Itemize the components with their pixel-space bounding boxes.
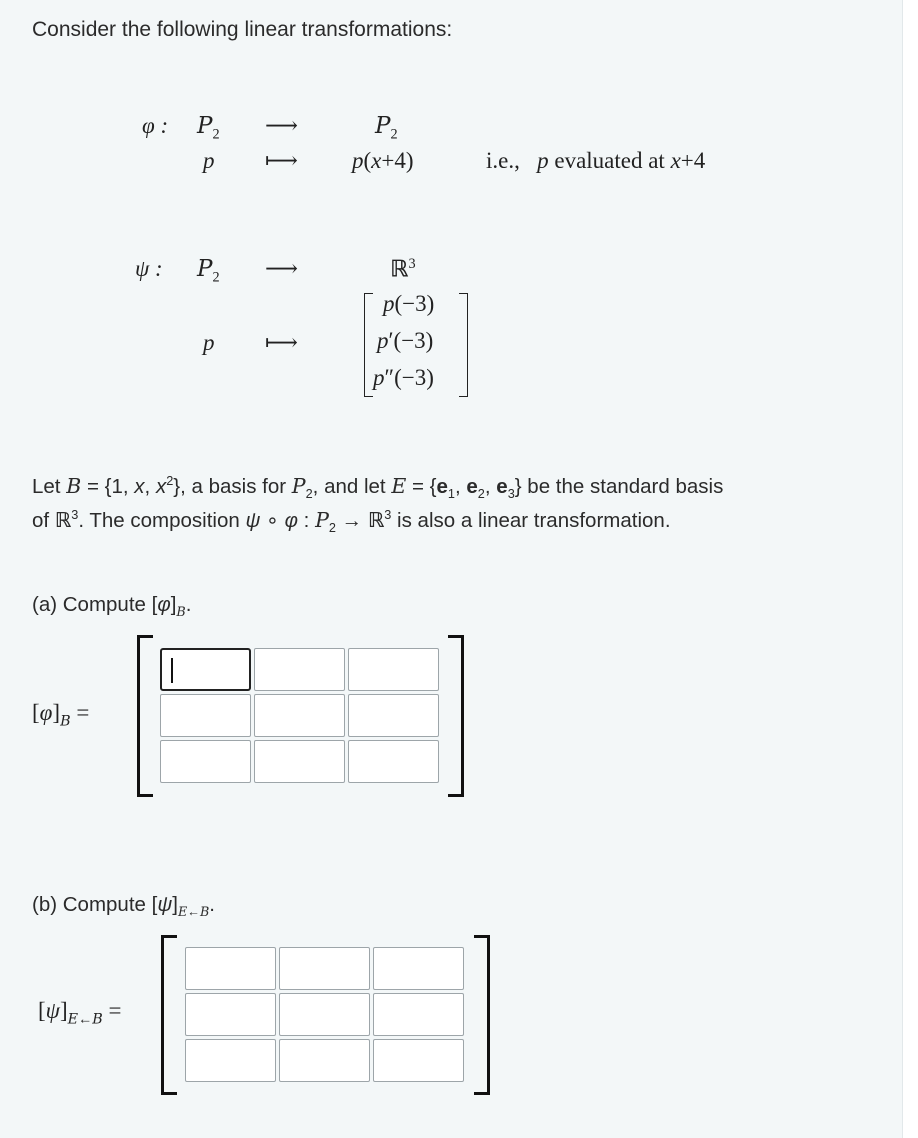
maps-to-arrow: ⟶ xyxy=(265,256,298,281)
phi-label: φ : xyxy=(142,113,169,138)
phi-output: p(x+4) xyxy=(352,148,414,173)
text-caret xyxy=(171,658,173,683)
matrix-b-cell-3-3[interactable] xyxy=(373,1039,464,1082)
intro-text: Consider the following linear transformations: xyxy=(32,18,453,41)
mapsto-arrow: ⟼ xyxy=(265,330,298,355)
basis-paragraph-line-2: of ℝ$^3$. The composition ψ ∘ φ : $P_2$ → ℝ$^3$ is also a linear transformation. xyxy=(32,507,671,535)
matrix-b-right-bracket xyxy=(474,935,490,1095)
matrix-b-cell-2-3[interactable] xyxy=(373,993,464,1036)
maps-to-arrow: ⟶ xyxy=(265,113,298,138)
matrix-a-left-bracket xyxy=(137,635,153,797)
basis-paragraph-line-1: Let B = {1, x, $x^2$}, a basis for $P_2$, and let $E = \{e_1$, $e_2$, $e_3$} be the standard basis xyxy=(32,473,724,501)
matrix-a-cell-1-3[interactable] xyxy=(348,648,439,691)
part-a-prompt: (a) Compute $[\varphi]_B$. xyxy=(32,593,192,620)
matrix-a-cell-3-2[interactable] xyxy=(254,740,345,783)
matrix-a-cell-1-1[interactable] xyxy=(160,648,251,691)
matrix-b-cell-3-1[interactable] xyxy=(185,1039,276,1082)
phi-input: p xyxy=(203,148,215,173)
vector-entry-2: p′(−3) xyxy=(377,328,434,353)
matrix-a-cell-2-2[interactable] xyxy=(254,694,345,737)
phi-note: i.e., p evaluated at x+4 xyxy=(486,148,706,173)
matrix-a-cell-1-2[interactable] xyxy=(254,648,345,691)
matrix-a-cell-2-3[interactable] xyxy=(348,694,439,737)
part-a-matrix-label: $[\varphi]_B$ = xyxy=(32,700,90,730)
psi-domain: $P_2$ xyxy=(197,256,220,286)
phi-codomain: $P_2$ xyxy=(375,113,398,143)
psi-input: p xyxy=(203,330,215,355)
matrix-b-cell-1-2[interactable] xyxy=(279,947,370,990)
matrix-b-cell-2-1[interactable] xyxy=(185,993,276,1036)
matrix-a-cell-2-1[interactable] xyxy=(160,694,251,737)
matrix-a-right-bracket xyxy=(448,635,464,797)
phi-domain: $P_2$ xyxy=(197,113,220,143)
mapsto-arrow: ⟼ xyxy=(265,148,298,173)
matrix-b-left-bracket xyxy=(161,935,177,1095)
vector-right-bracket xyxy=(459,293,468,397)
matrix-b-cell-1-1[interactable] xyxy=(185,947,276,990)
part-b-prompt: (b) Compute $[\psi]_{E\leftarrow B}$. xyxy=(32,893,215,920)
matrix-b-cell-2-2[interactable] xyxy=(279,993,370,1036)
matrix-a-cell-3-3[interactable] xyxy=(348,740,439,783)
vector-left-bracket xyxy=(364,293,373,397)
vector-entry-3: p″(−3) xyxy=(373,365,434,390)
psi-codomain: ℝ$^3$ xyxy=(390,256,416,283)
matrix-b-cell-1-3[interactable] xyxy=(373,947,464,990)
matrix-b-cell-3-2[interactable] xyxy=(279,1039,370,1082)
matrix-a-cell-3-1[interactable] xyxy=(160,740,251,783)
part-b-matrix-label: $[\psi]_{E\leftarrow B}$ = xyxy=(38,998,122,1028)
vector-entry-1: p(−3) xyxy=(383,291,435,316)
psi-label: ψ : xyxy=(135,256,163,281)
